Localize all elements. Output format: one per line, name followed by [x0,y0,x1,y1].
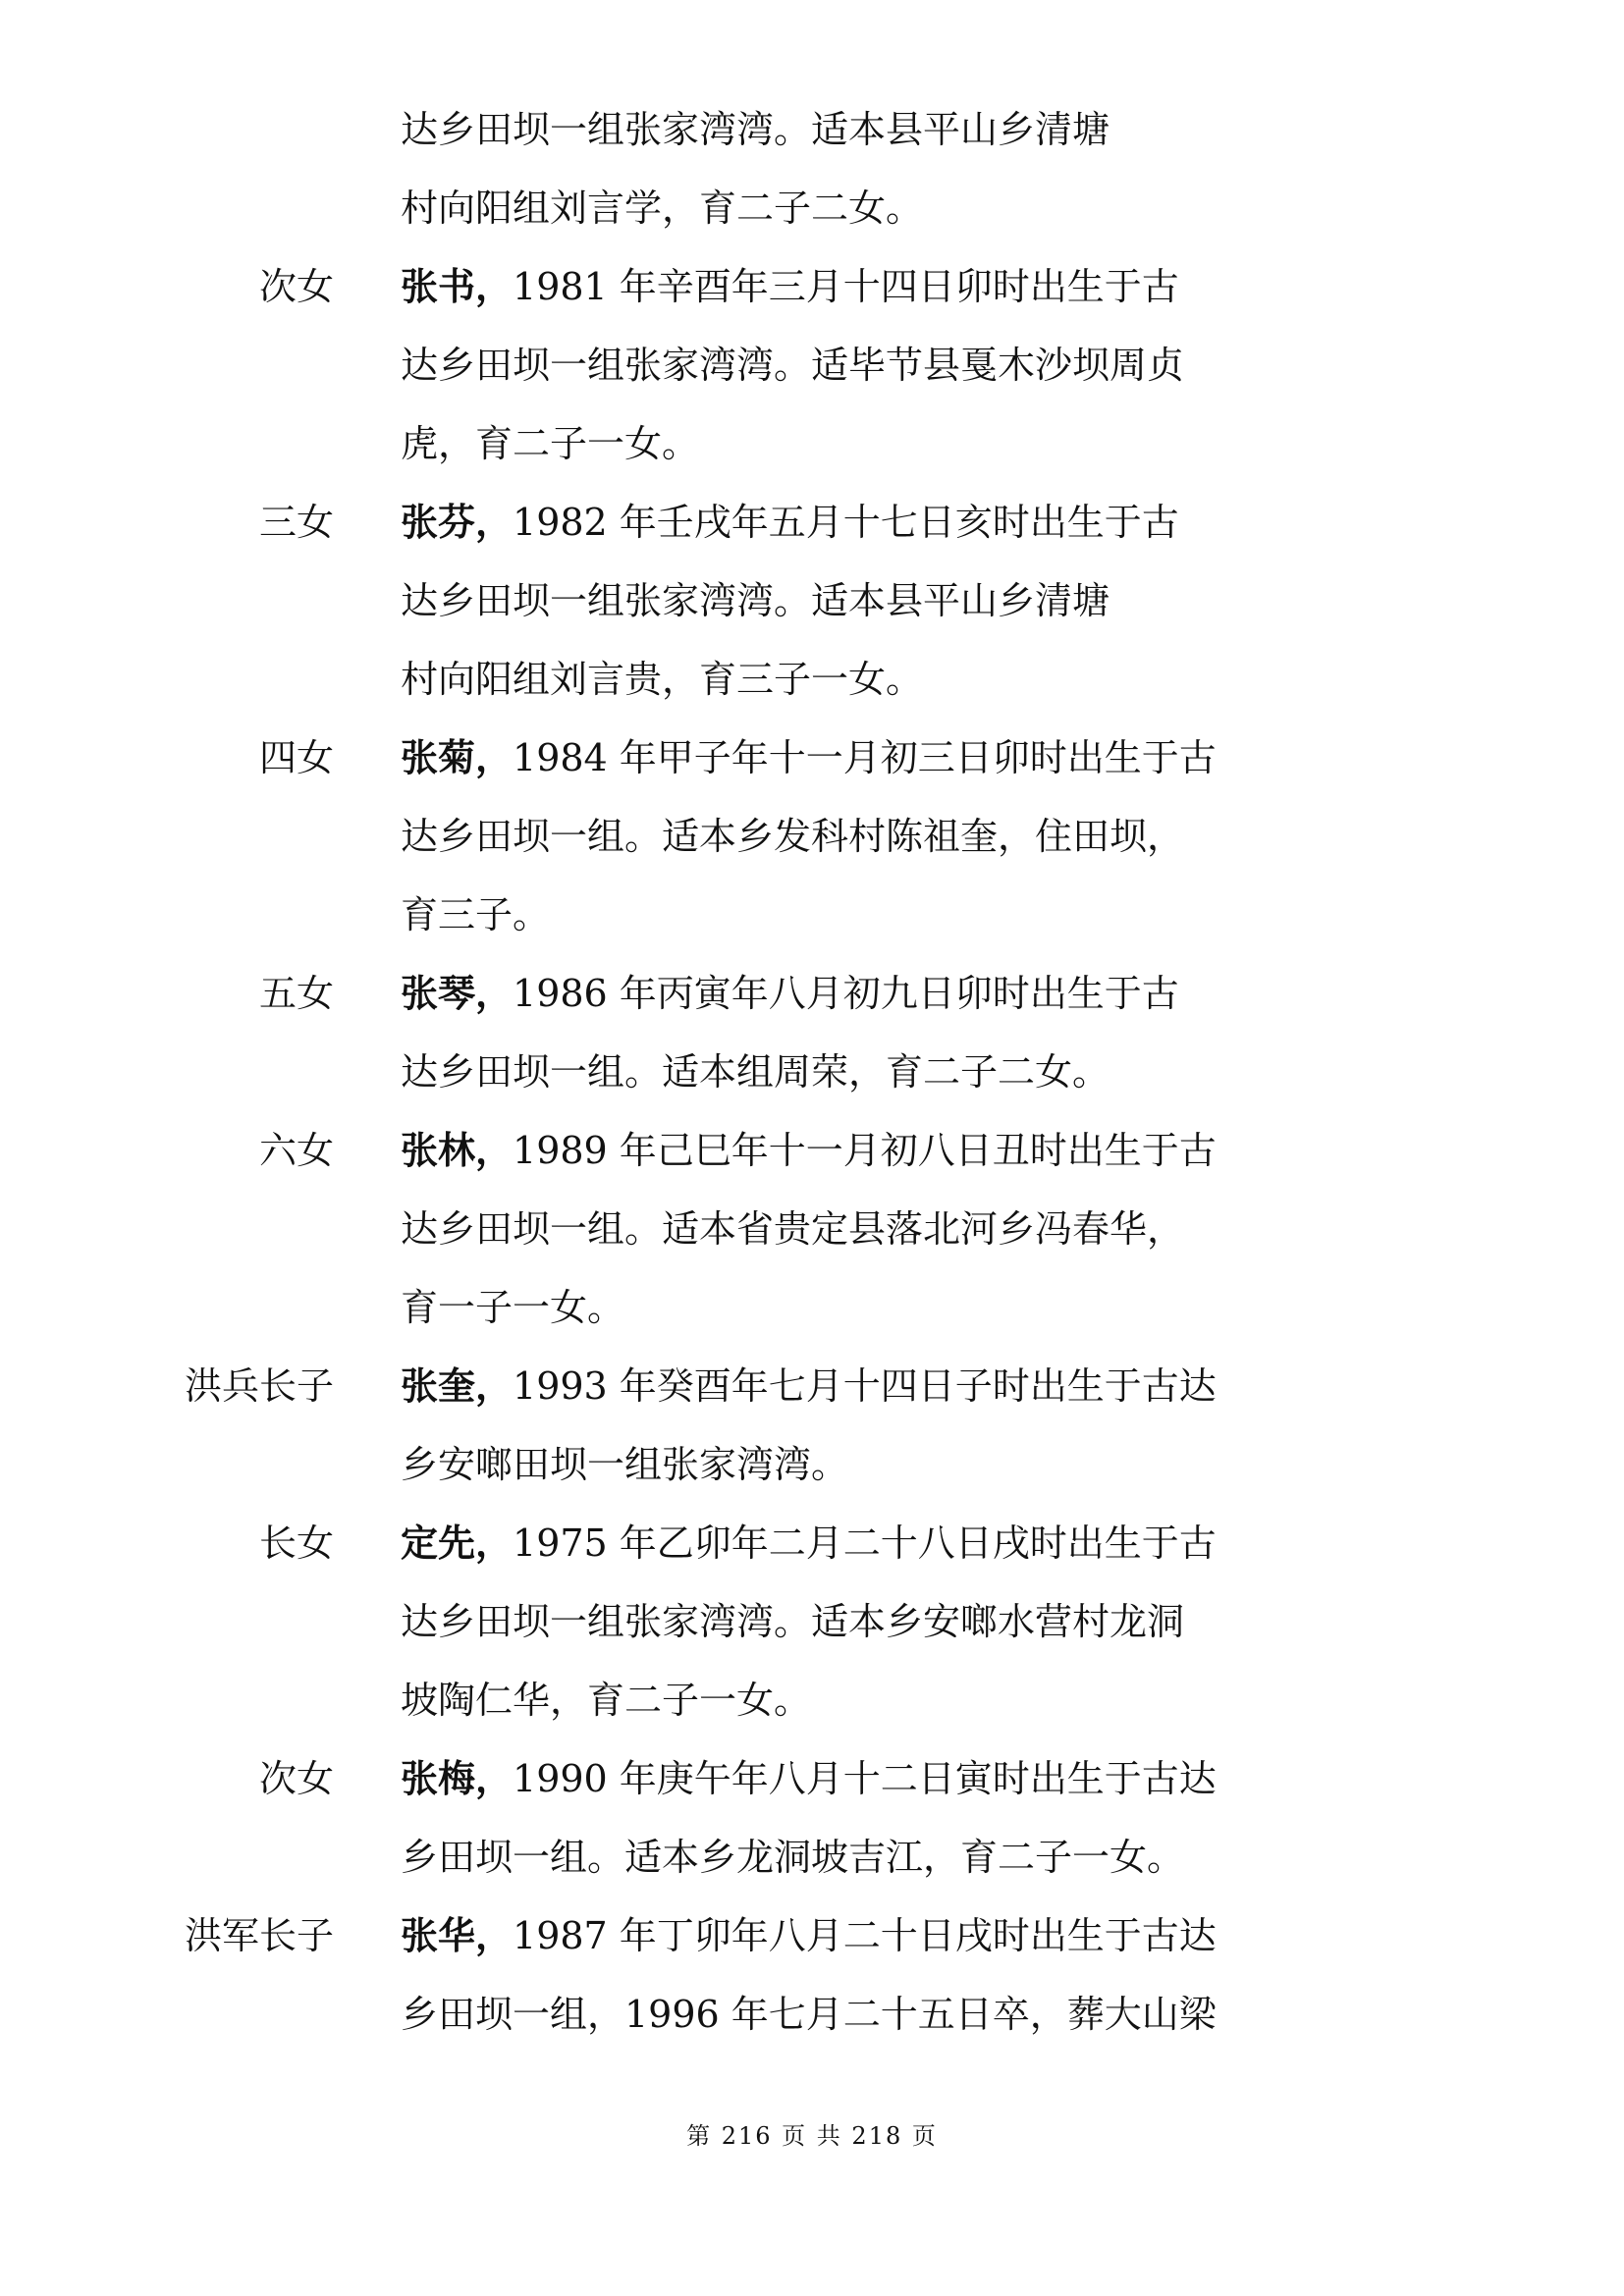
person-name: 张奎， [401,1363,514,1408]
entry-first-line [401,1755,1217,1802]
entry-first-line [401,499,1179,546]
relation-label: 四女 [258,736,334,779]
text-line: 育三子。 [401,893,551,936]
relation-label: 次女 [258,1757,334,1800]
person-name: 张书， [401,264,514,308]
text-line: 达乡田坝一组。适本省贵定县落北河乡冯春华， [401,1207,1185,1251]
person-name: 张梅， [401,1756,514,1800]
relation-label: 长女 [258,1522,334,1565]
entry-text: 1993 年癸酉年七月十四日子时出生于古达 [513,1364,1217,1408]
text-line: 乡安啷田坝一组张家湾湾。 [401,1443,849,1486]
relation-label: 洪兵长子 [184,1364,334,1408]
text-line: 村向阳组刘言学，育二子二女。 [401,187,924,230]
text-line: 达乡田坝一组。适本组周荣，育二子二女。 [401,1050,1110,1094]
text-line: 达乡田坝一组张家湾湾。适本县平山乡清塘 [401,579,1110,622]
entry-text: 1975 年乙卯年二月二十八日戌时出生于古 [513,1522,1217,1565]
entry-text: 1990 年庚午年八月十二日寅时出生于古达 [513,1757,1217,1800]
person-name: 张华， [401,1913,514,1957]
entry-first-line [401,263,1179,310]
entry-text: 1981 年辛酉年三月十四日卯时出生于古 [513,265,1179,308]
text-line: 坡陶仁华，育二子一女。 [401,1679,812,1722]
entry-text: 1987 年丁卯年八月二十日戌时出生于古达 [513,1914,1217,1957]
text-line: 达乡田坝一组张家湾湾。适毕节县戛木沙坝周贞 [401,344,1185,387]
entry-text: 1986 年丙寅年八月初九日卯时出生于古 [513,972,1179,1015]
text-line: 达乡田坝一组张家湾湾。适本县平山乡清塘 [401,108,1110,151]
relation-label: 六女 [258,1129,334,1172]
relation-label: 洪军长子 [184,1914,334,1957]
entry-first-line [401,1362,1217,1410]
person-name: 张菊， [401,735,514,779]
entry-first-line [401,1912,1217,1959]
entry-first-line [401,970,1179,1017]
text-line: 达乡田坝一组。适本乡发科村陈祖奎，住田坝， [401,815,1185,858]
entry-first-line [401,1520,1217,1567]
text-line: 乡田坝一组，1996 年七月二十五日卒，葬大山梁 [401,1993,1217,2036]
text-line: 达乡田坝一组张家湾湾。适本乡安啷水营村龙洞 [401,1600,1185,1643]
entry-text: 1984 年甲子年十一月初三日卯时出生于古 [513,736,1217,779]
entry-first-line [401,734,1217,781]
entry-text: 1989 年己巳年十一月初八日丑时出生于古 [513,1129,1217,1172]
person-name: 定先， [401,1521,514,1565]
relation-label: 次女 [258,265,334,308]
text-line: 虎，育二子一女。 [401,422,700,465]
entry-text: 1982 年壬戌年五月十七日亥时出生于古 [513,501,1179,544]
text-line: 乡田坝一组。适本乡龙洞坡吉江，育二子一女。 [401,1836,1185,1879]
relation-label: 五女 [258,972,334,1015]
person-name: 张林， [401,1128,514,1172]
text-line: 村向阳组刘言贵，育三子一女。 [401,658,924,701]
person-name: 张琴， [401,971,514,1015]
relation-label: 三女 [258,501,334,544]
person-name: 张芬， [401,500,514,544]
entry-first-line [401,1127,1217,1174]
page-footer: 第 216 页 共 218 页 [686,2122,938,2150]
text-line: 育一子一女。 [401,1286,625,1329]
